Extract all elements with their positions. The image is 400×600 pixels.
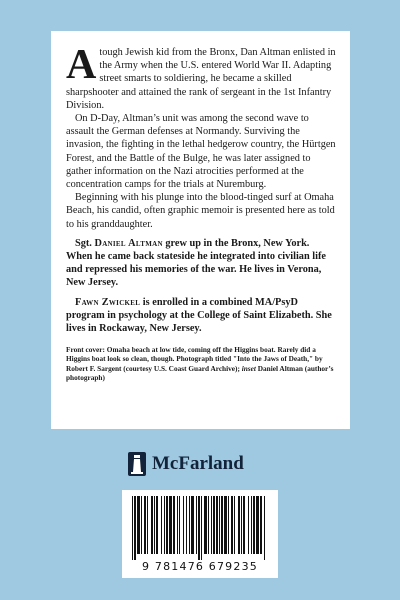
barcode-bar [213, 496, 215, 554]
barcode-bar [147, 496, 148, 554]
dday-paragraph: On D-Day, Altman’s unit was among the second wave to assault the German defenses at Normandy. Surviving the invasion, the fighting in the lethal hedgerow country, the Hürtgen Forest, and the Battle of the Bulge, he was later assigned to gather information on the Nazi atrocities performed at the concentration camps for the trials at Nuremburg. [66, 113, 336, 191]
barcode-bar [256, 496, 259, 554]
intro-paragraph [66, 42, 336, 112]
barcode-bar [191, 496, 194, 554]
barcode-bar [137, 496, 140, 554]
cover-credits: Front cover: Omaha beach at low tide, coming off the Higgins boat. Rarely did a Higgins boat look so clean, though. Photograph titled "Into the Jaws of Death," by Robert F. Sargent (courtesy U.S. Coast Guard Archive); inset Daniel Altman (author’s photograph) [66, 345, 334, 382]
publisher-name: McFarland [152, 453, 244, 474]
barcode-bar [248, 496, 249, 554]
barcode-bar [154, 496, 155, 554]
barcode-bar [144, 496, 146, 554]
barcode-bar [238, 496, 240, 554]
barcode-bars [130, 496, 270, 560]
barcode-bar [208, 496, 209, 554]
barcode-bar [156, 496, 158, 554]
barcode-bar [183, 496, 184, 554]
drop-cap: A [66, 42, 97, 88]
barcode-bar [219, 496, 220, 554]
barcode [122, 490, 278, 578]
barcode-bar [166, 496, 168, 554]
barcode-bar [164, 496, 165, 554]
barcode-bar [224, 496, 227, 554]
barcode-bar [221, 496, 223, 554]
barcode-bar [177, 496, 178, 554]
barcode-bar [173, 496, 175, 554]
barcode-bar [231, 496, 233, 554]
back-cover-text-panel [51, 31, 350, 429]
barcode-bar [132, 496, 133, 560]
barcode-bar [169, 496, 172, 554]
lighthouse-icon [126, 450, 148, 478]
intro-text: tough Jewish kid from the Bronx, Dan Altman enlisted in the Army when the U.S. entered World War II. Adapting street smarts to soldiering, he became a skilled sharpshooter and attained the rank of sergeant in the 1st Infantry Division. [66, 47, 336, 111]
barcode-bar [241, 496, 242, 554]
memoir-paragraph: Beginning with his plunge into the blood-tinged surf at Omaha Beach, his candid, often graphic memoir is presented here as told to his granddaughter. [66, 192, 335, 230]
barcode-bar [196, 496, 197, 554]
barcode-bar [243, 496, 245, 554]
barcode-bar [211, 496, 212, 554]
barcode-bar [260, 496, 262, 554]
author-name: Daniel Altman [94, 237, 163, 249]
barcode-bar [179, 496, 180, 554]
coauthor-bio: Fawn Zwickel is enrolled in a combined MA/PsyD program in psychology at the College of Saint Elizabeth. She lives in Rockaway, New Jersey. [66, 296, 332, 335]
barcode-bar [186, 496, 187, 554]
barcode-bar [216, 496, 218, 554]
publisher-logo [126, 449, 244, 479]
isbn-number: 9 781476 679235 [142, 560, 258, 573]
barcode-bar [161, 496, 162, 554]
barcode-bar [251, 496, 252, 554]
coauthor-name: Fawn Zwickel [75, 296, 141, 308]
barcode-bar [204, 496, 207, 554]
barcode-bar [264, 496, 265, 560]
barcode-bar [141, 496, 142, 554]
barcode-bar [189, 496, 190, 554]
barcode-bar [151, 496, 153, 554]
barcode-bar [253, 496, 255, 554]
barcode-bar [198, 496, 200, 560]
barcode-bar [234, 496, 235, 554]
barcode-bar [228, 496, 229, 554]
author-bio: Sgt. Daniel Altman grew up in the Bronx, New York. When he came back stateside he integrated into civilian life and repressed his memories of the war. He lives in Verona, New Jersey. [66, 237, 326, 289]
barcode-bar [201, 496, 202, 560]
barcode-bar [134, 496, 136, 560]
